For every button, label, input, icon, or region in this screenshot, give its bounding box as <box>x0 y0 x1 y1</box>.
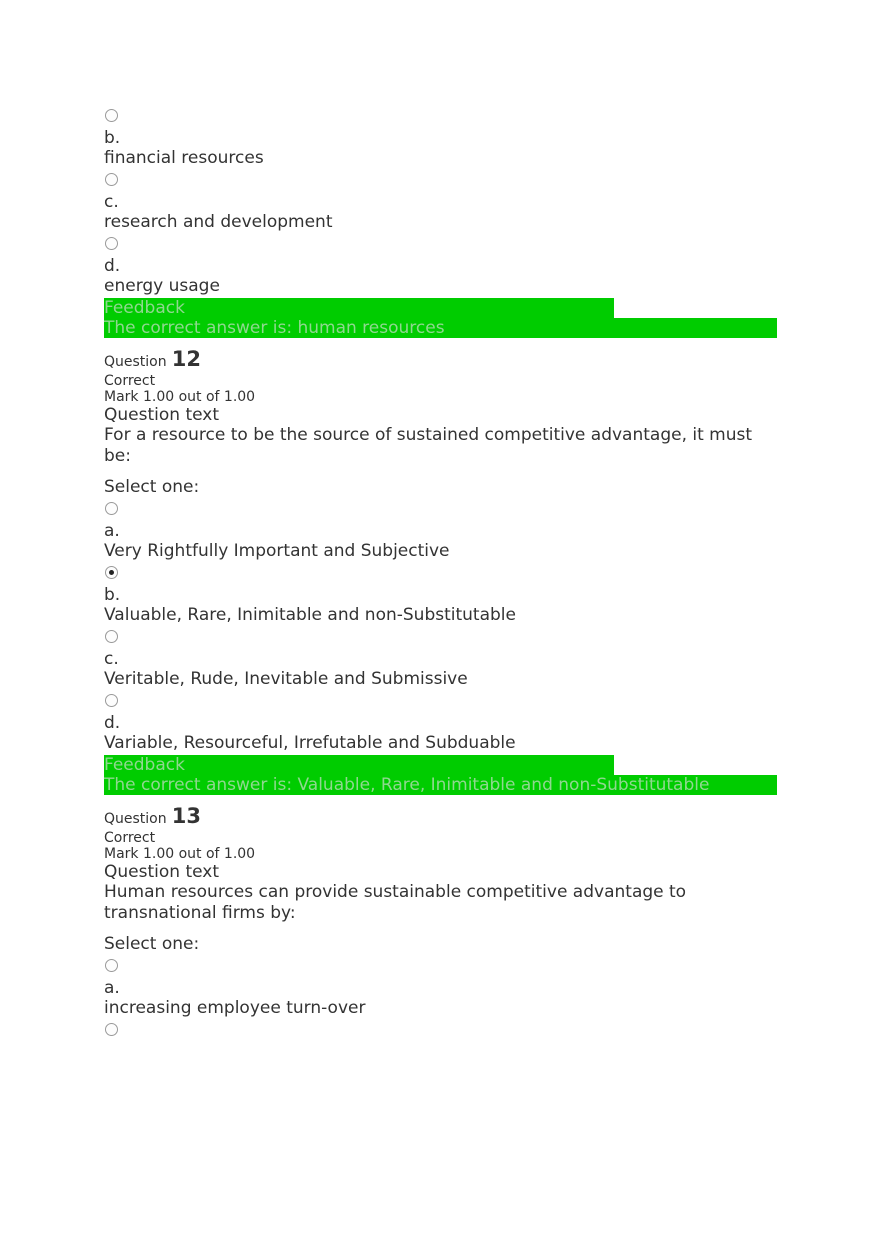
question-mark: Mark 1.00 out of 1.00 <box>104 846 256 862</box>
quiz-review-page <box>104 104 794 1042</box>
option-text: Very Rightfully Important and Subjective <box>104 541 450 561</box>
option-letter: d. <box>104 713 121 733</box>
option-letter: d. <box>104 256 121 276</box>
radio-q13-a[interactable] <box>105 959 118 972</box>
option-text: Veritable, Rude, Inevitable and Submissive <box>104 669 468 689</box>
option-text: research and development <box>104 212 333 232</box>
question-text-label: Question text <box>104 862 219 882</box>
option-letter: b. <box>104 128 121 148</box>
radio-q12-a[interactable] <box>105 502 118 515</box>
feedback-title: Feedback <box>104 755 614 775</box>
radio-q11-b[interactable] <box>105 109 118 122</box>
question-text: Human resources can provide sustainable competitive advantage to transnational firms by: <box>104 882 687 923</box>
option-letter: b. <box>104 585 121 605</box>
option-text: increasing employee turn-over <box>104 998 366 1018</box>
question-mark: Mark 1.00 out of 1.00 <box>104 389 256 405</box>
radio-q11-c[interactable] <box>105 173 118 186</box>
radio-q13-b[interactable] <box>105 1023 118 1036</box>
question-label: Question <box>104 354 167 370</box>
question-text-label: Question text <box>104 405 219 425</box>
radio-q12-c[interactable] <box>105 630 118 643</box>
radio-q11-d[interactable] <box>105 237 118 250</box>
question-label: Question <box>104 811 167 827</box>
option-text: financial resources <box>104 148 264 168</box>
question-header <box>104 805 794 830</box>
feedback-correct-answer: The correct answer is: Valuable, Rare, Inimitable and non-Substitutable <box>104 775 777 795</box>
question-status: Correct <box>104 373 156 389</box>
question-text: For a resource to be the source of sustained competitive advantage, it must be: <box>104 425 753 466</box>
feedback-correct-answer: The correct answer is: human resources <box>104 318 777 338</box>
option-letter: a. <box>104 521 120 541</box>
option-letter: c. <box>104 649 119 669</box>
option-letter: a. <box>104 978 120 998</box>
question-number: 13 <box>171 804 201 828</box>
radio-q12-d[interactable] <box>105 694 118 707</box>
question-header <box>104 348 794 373</box>
question-number: 12 <box>171 347 201 371</box>
feedback-title: Feedback <box>104 298 614 318</box>
select-one-label: Select one: <box>104 934 200 954</box>
select-one-label: Select one: <box>104 477 200 497</box>
option-text: energy usage <box>104 276 220 296</box>
option-letter: c. <box>104 192 119 212</box>
radio-q12-b-selected[interactable] <box>105 566 118 579</box>
question-status: Correct <box>104 830 156 846</box>
option-text: Valuable, Rare, Inimitable and non-Substitutable <box>104 605 516 625</box>
option-text: Variable, Resourceful, Irrefutable and Subduable <box>104 733 516 753</box>
